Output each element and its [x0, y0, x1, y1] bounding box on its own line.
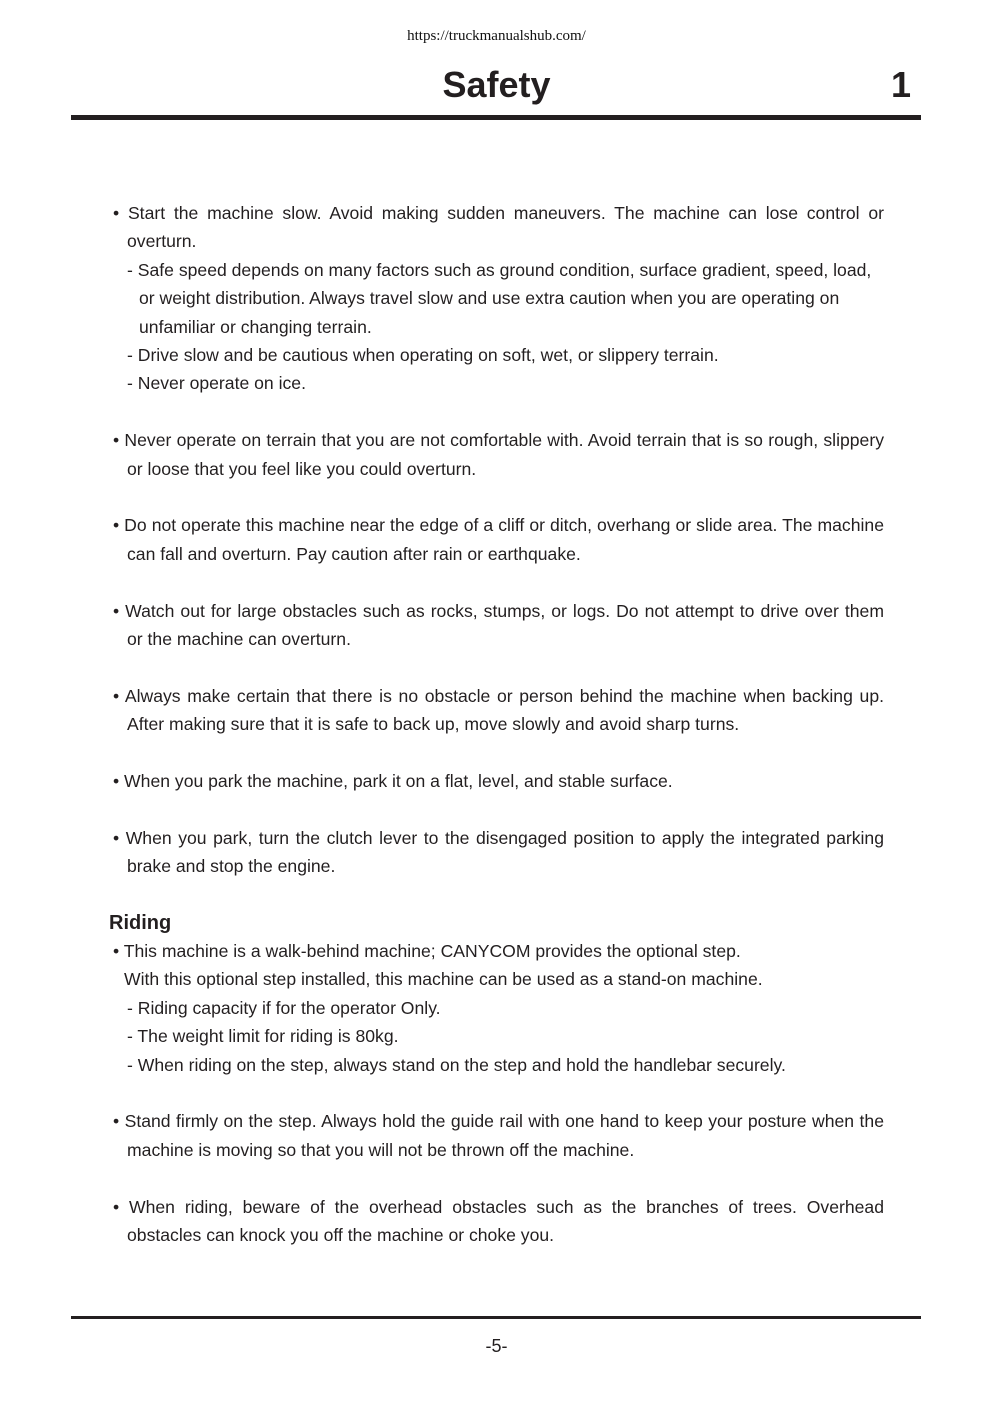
bullet-stand-firmly: • Stand firmly on the step. Always hold the guide rail with one hand to keep your posture when the machine is moving so that you will not be thrown off the machine.	[113, 1111, 884, 1160]
sub-safe-speed: - Safe speed depends on many factors such as ground condition, surface gradient, speed, load, or weight distribution. Always travel slow and use extra caution when you are operating on unfamiliar or changing terrain.	[127, 259, 872, 337]
bullet-walk-behind: • This machine is a walk-behind machine; CANYCOM provides the optional step.	[113, 941, 741, 962]
header-rule	[71, 115, 921, 120]
footer-rule	[71, 1316, 921, 1319]
bullet-obstacles: • Watch out for large obstacles such as rocks, stumps, or logs. Do not attempt to drive over them or the machine can overturn.	[113, 600, 884, 650]
bullet-overhead-obstacles: • When riding, beware of the overhead obstacles such as the branches of trees. Overhead obstacles can knock you off the machine or choke you.	[113, 1196, 884, 1246]
bullet-park-surface: • When you park the machine, park it on a flat, level, and stable surface.	[113, 771, 673, 792]
source-url: https://truckmanualshub.com/	[407, 28, 586, 44]
bullet-park-clutch: • When you park, turn the clutch lever to the disengaged position to apply the integrated parking brake and stop the engine.	[113, 827, 884, 877]
riding-heading: Riding	[109, 912, 172, 935]
sub-weight-limit: - The weight limit for riding is 80kg.	[127, 1026, 399, 1047]
page-title: Safety	[442, 64, 551, 105]
sub-never-ice: - Never operate on ice.	[127, 373, 306, 394]
walk-behind-continuation: With this optional step installed, this machine can be used as a stand-on machine.	[124, 969, 763, 990]
page-content	[109, 199, 884, 1278]
bullet-backing-up: • Always make certain that there is no obstacle or person behind the machine when backing up. After making sure that it is safe to back up, move slowly and avoid sharp turns.	[113, 685, 884, 735]
chapter-number: 1	[890, 64, 911, 105]
page-number: -5-	[485, 1336, 508, 1356]
sub-drive-slow: - Drive slow and be cautious when operating on soft, wet, or slippery terrain.	[127, 345, 719, 366]
bullet-terrain: • Never operate on terrain that you are not comfortable with. Avoid terrain that is so rough, slippery or loose that you feel like you could overturn.	[113, 430, 884, 479]
bullet-cliff-edge: • Do not operate this machine near the edge of a cliff or ditch, overhang or slide area. The machine can fall and overturn. Pay caution after rain or earthquake.	[113, 515, 884, 564]
bullet-start-slow: • Start the machine slow. Avoid making sudden maneuvers. The machine can lose control or overturn.	[113, 203, 884, 252]
sub-hold-handlebar: - When riding on the step, always stand on the step and hold the handlebar securely.	[127, 1054, 786, 1075]
sub-riding-capacity: - Riding capacity if for the operator Only.	[127, 997, 441, 1018]
